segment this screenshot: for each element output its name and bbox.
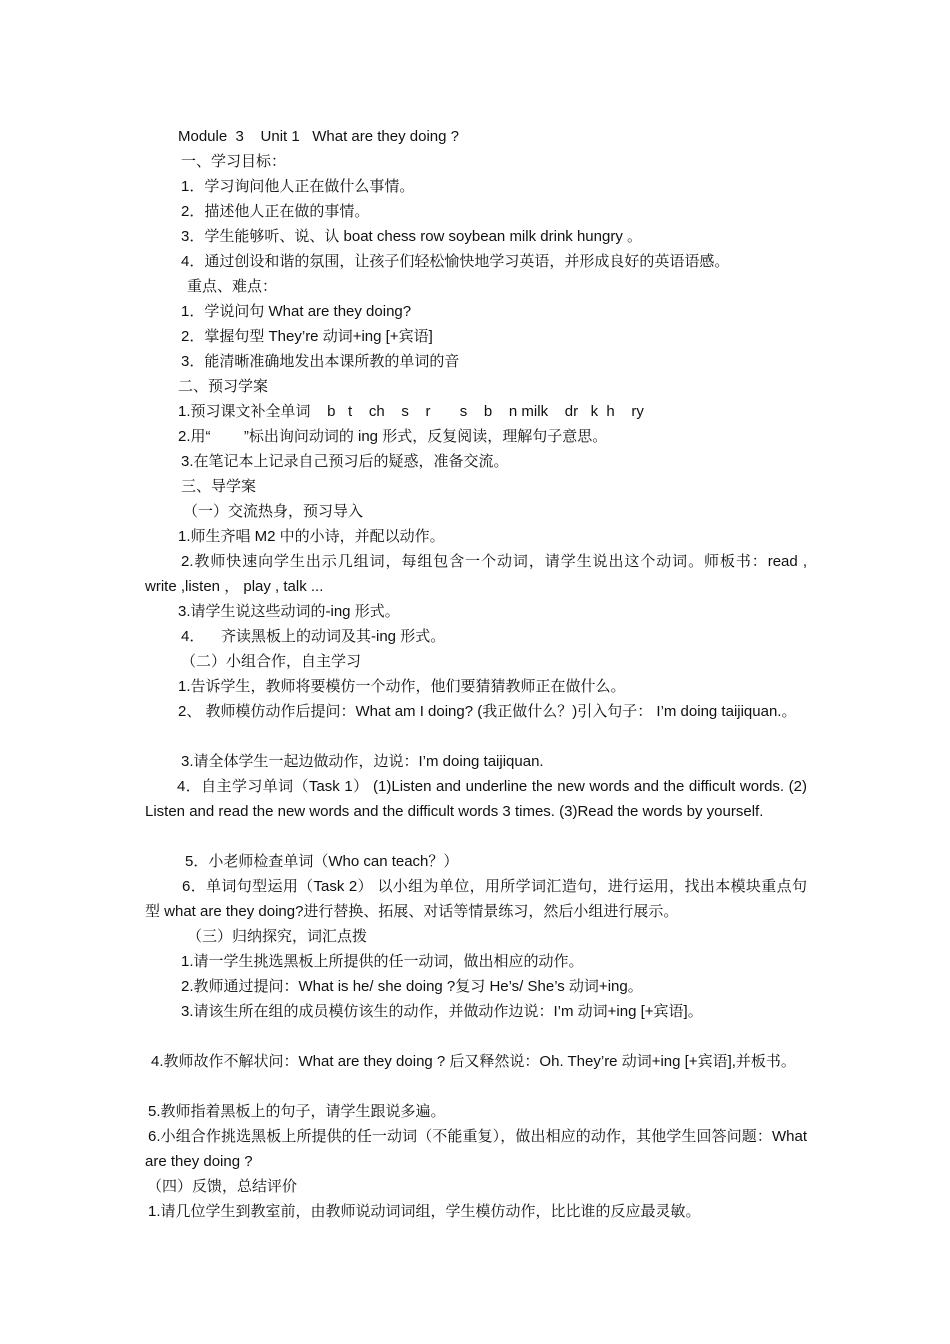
part3-item-3: 3.请该生所在组的成员模仿该生的动作，并做动作边说：I’m 动词+ing [+宾语]。 bbox=[181, 1003, 703, 1020]
preview-item-1: 1.预习课文补全单词 b t ch s r s b n milk dr k h ry bbox=[178, 403, 644, 420]
preview-item-2: 2.用“ ”标出询问动词的 ing 形式，反复阅读，理解句子意思。 bbox=[178, 428, 608, 445]
part2-item-5: 5．小老师检查单词（Who can teach？） bbox=[185, 853, 459, 870]
part2-item-2: 2、 教师模仿动作后提问：What am I doing? (我正做什么？)引入句子： I’m doing taijiquan.。 bbox=[178, 703, 797, 720]
part1-item-3: 3.请学生说这些动词的-ing 形式。 bbox=[178, 603, 400, 620]
objective-item-4: 4．通过创设和谐的氛围，让孩子们轻松愉快地学习英语，并形成良好的英语语感。 bbox=[181, 253, 730, 270]
part2-item-4: 4．自主学习单词（Task 1） (1)Listen and underline the new words and the difficult words. (2) Listen and read the new words and the difficult words 3 times. (3)Read the words by yourself. bbox=[145, 778, 807, 820]
part3-item-1: 1.请一学生挑选黑板上所提供的任一动词，做出相应的动作。 bbox=[181, 953, 584, 970]
key-point-item-2: 2．掌握句型 They’re 动词+ing [+宾语] bbox=[181, 328, 433, 345]
part2-item-3: 3.请全体学生一起边做动作，边说：I’m doing taijiquan. bbox=[181, 753, 544, 770]
part2-item-1: 1.告诉学生，教师将要模仿一个动作，他们要猜猜教师正在做什么。 bbox=[178, 678, 626, 695]
key-points-heading: 重点、难点： bbox=[187, 278, 278, 295]
part3-item-6: 6.小组合作挑选黑板上所提供的任一动词（不能重复），做出相应的动作，其他学生回答问题：What are they doing ? bbox=[145, 1128, 807, 1170]
part1-item-4: 4． 齐读黑板上的动词及其-ing 形式。 bbox=[181, 628, 446, 645]
part2-item-6: 6．单词句型运用（Task 2） 以小组为单位，用所学词汇造句，进行运用，找出本模块重点句型 what are they doing?进行替换、拓展、对话等情景练习，然后小组进行展示。 bbox=[145, 878, 807, 920]
part3-heading: （三）归纳探究，词汇点拨 bbox=[187, 928, 368, 945]
objective-item-2: 2．描述他人正在做的事情。 bbox=[181, 203, 370, 220]
objective-item-1: 1．学习询问他人正在做什么事情。 bbox=[181, 178, 415, 195]
part4-item-1: 1.请几位学生到教室前，由教师说动词词组，学生模仿动作，比比谁的反应最灵敏。 bbox=[148, 1203, 701, 1220]
preview-item-3: 3.在笔记本上记录自己预习后的疑惑，准备交流。 bbox=[181, 453, 509, 470]
part3-item-4: 4.教师故作不解状问：What are they doing ? 后又释然说：Oh. They’re 动词+ing [+宾语],并板书。 bbox=[151, 1053, 796, 1070]
part3-item-5: 5.教师指着黑板上的句子，请学生跟说多遍。 bbox=[148, 1103, 446, 1120]
part1-item-2: 2.教师快速向学生出示几组词，每组包含一个动词，请学生说出这个动词。师板书：read , write ,listen ， play , talk ... bbox=[145, 553, 807, 595]
lesson-title: Module 3 Unit 1 What are they doing ? bbox=[178, 128, 459, 145]
part1-heading: （一）交流热身，预习导入 bbox=[183, 503, 364, 520]
key-point-item-3: 3．能清晰准确地发出本课所教的单词的音 bbox=[181, 353, 460, 370]
objective-item-3: 3．学生能够听、说、认 boat chess row soybean milk drink hungry 。 bbox=[181, 228, 642, 245]
part3-item-2: 2.教师通过提问：What is he/ she doing ?复习 He’s/ She’s 动词+ing。 bbox=[181, 978, 643, 995]
key-point-item-1: 1．学说问句 What are they doing? bbox=[181, 303, 412, 320]
section-heading-guide: 三、导学案 bbox=[181, 478, 257, 495]
part2-heading: （二）小组合作，自主学习 bbox=[181, 653, 362, 670]
section-heading-preview: 二、预习学案 bbox=[178, 378, 269, 395]
part4-heading: （四）反馈，总结评价 bbox=[147, 1178, 298, 1195]
section-heading-objectives: 一、学习目标： bbox=[181, 153, 287, 170]
part1-item-1: 1.师生齐唱 M2 中的小诗，并配以动作。 bbox=[178, 528, 445, 545]
